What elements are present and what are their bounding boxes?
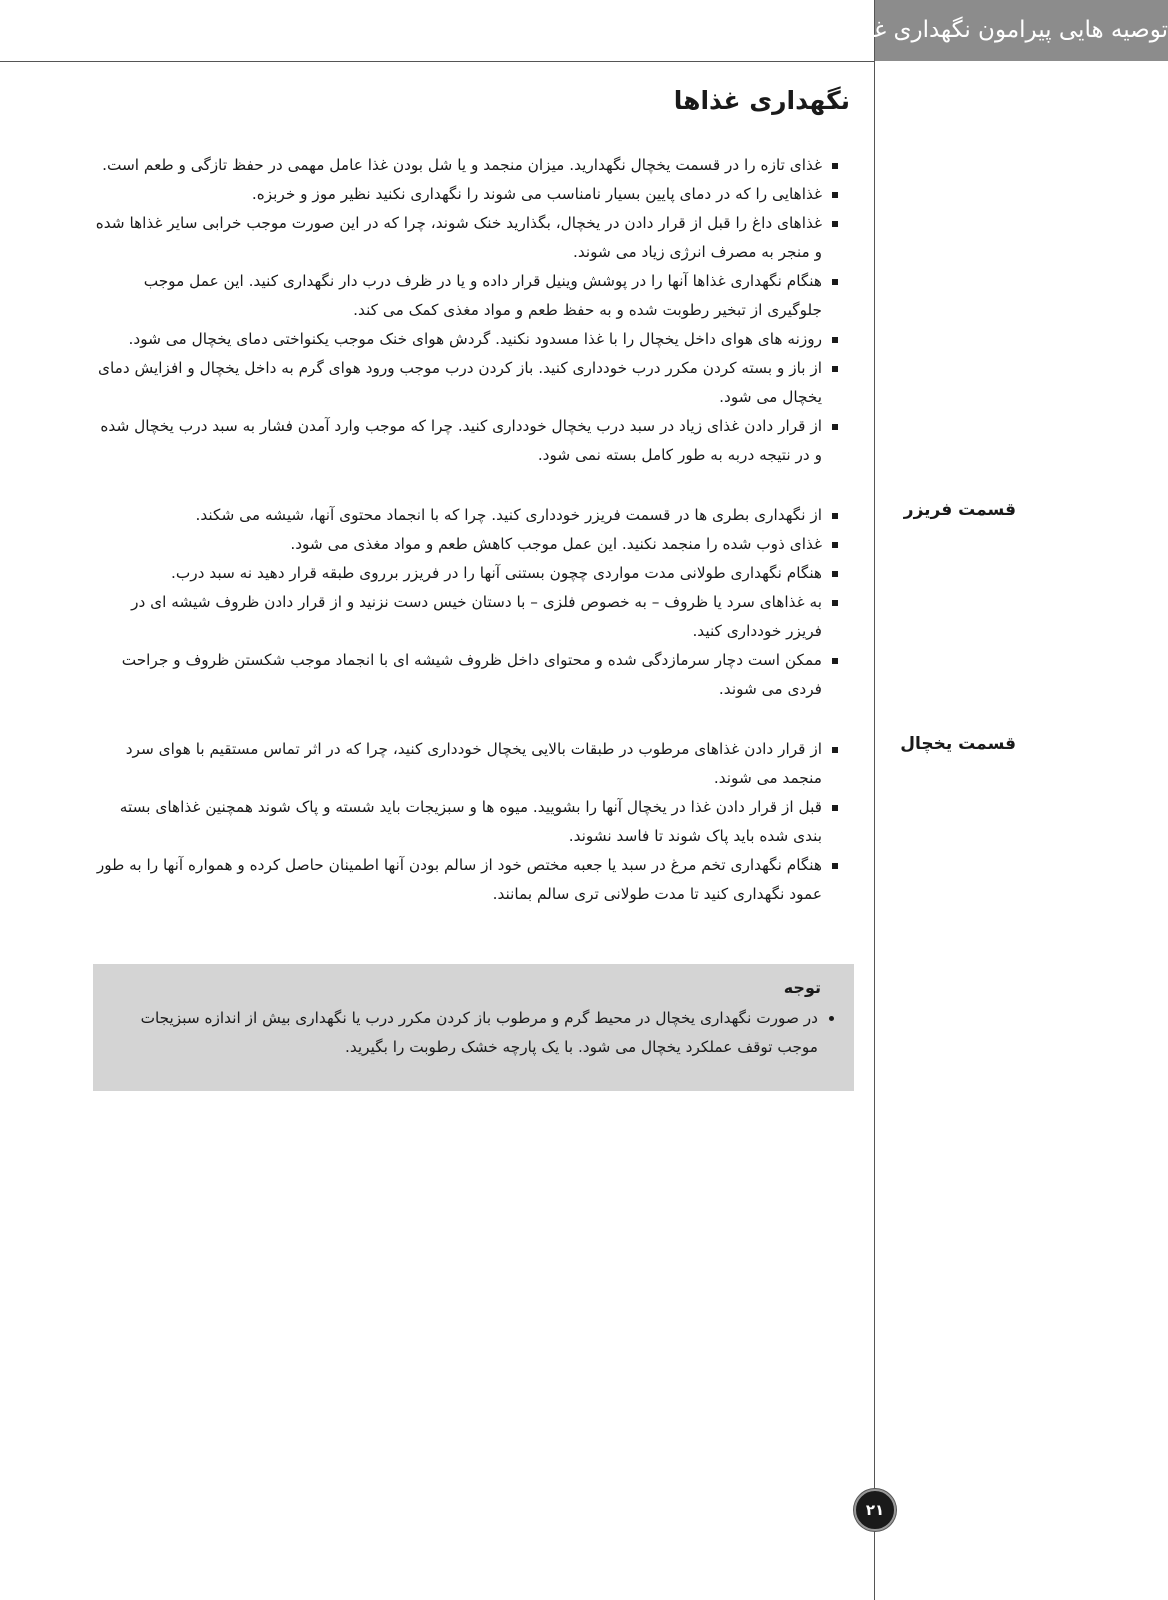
bullet-icon — [832, 747, 838, 753]
list-item: غذای تازه را در قسمت یخچال نگهدارید. میزان منجمد و یا شل بودن غذا عامل مهمی در حفظ تازگی و طعم است. — [92, 151, 838, 180]
margin-rule — [874, 0, 875, 1600]
bullet-icon — [832, 424, 838, 430]
bullet-icon — [832, 513, 838, 519]
bullet-icon — [832, 337, 838, 343]
list-item: غذای ذوب شده را منجمد نکنید. این عمل موجب کاهش طعم و مواد مغذی می شود. — [92, 530, 838, 559]
bullet-icon — [832, 366, 838, 372]
page-header: توصیه هایی پیرامون نگهداری غذا — [875, 0, 1168, 61]
list-item: از نگهداری بطری ها در قسمت فریزر خودداری کنید. چرا که با انجماد محتوی آنها، شیشه می شکند. — [92, 501, 838, 530]
bullet-icon — [832, 658, 838, 664]
note-box — [93, 964, 854, 1091]
general-list — [92, 151, 838, 470]
freezer-section — [92, 501, 838, 704]
header-rule — [0, 61, 874, 62]
list-item: غذاهایی را که در دمای پایین بسیار نامناسب می شوند را نگهداری نکنید نظیر موز و خربزه. — [92, 180, 838, 209]
note-title: توجه — [783, 978, 821, 997]
bullet-icon — [832, 542, 838, 548]
list-item: روزنه های هوای داخل یخچال را با غذا مسدود نکنید. گردش هوای خنک موجب یکنواختی دمای یخچال می شود. — [92, 325, 838, 354]
bullet-icon — [832, 192, 838, 198]
bullet-icon — [832, 221, 838, 227]
bullet-icon — [832, 571, 838, 577]
bullet-icon — [832, 163, 838, 169]
page-number-badge: ۲۱ — [854, 1489, 896, 1531]
freezer-section-label: قسمت فریزر — [903, 500, 1016, 520]
bullet-dot-icon — [829, 1016, 834, 1021]
list-item: هنگام نگهداری غذاها آنها را در پوشش وینیل قرار داده و یا در ظرف درب دار نگهداری کنید. این عمل موجب جلوگیری از تبخیر رطوبت شده و به حفظ طعم و مواد مغذی کمک می کند. — [92, 267, 838, 325]
freezer-list — [92, 501, 838, 704]
list-item: ممکن است دچار سرمازدگی شده و محتوای داخل ظروف شیشه ای با انجماد موجب شکستن ظروف و جراحت فردی می شوند. — [92, 646, 838, 704]
fridge-list — [92, 735, 838, 909]
list-item: از قرار دادن غذای زیاد در سبد درب یخچال خودداری کنید. چرا که موجب وارد آمدن فشار به سبد درب یخچال شده و در نتیجه دربه به طور کامل بسته نمی شود. — [92, 412, 838, 470]
fridge-section — [92, 735, 838, 909]
bullet-icon — [832, 279, 838, 285]
list-item: از قرار دادن غذاهای مرطوب در طبقات بالایی یخچال خودداری کنید، چرا که در اثر تماس مستقیم با هوای سرد منجمد می شوند. — [92, 735, 838, 793]
list-item: از باز و بسته کردن مکرر درب خودداری کنید. باز کردن درب موجب ورود هوای گرم به داخل یخچال و افزایش دمای یخچال می شود. — [92, 354, 838, 412]
fridge-section-label: قسمت یخچال — [900, 734, 1016, 754]
general-section — [92, 151, 838, 470]
list-item: قبل از قرار دادن غذا در یخچال آنها را بشویید. میوه ها و سبزیجات باید شسته و پاک شوند همچنین غذاهای بسته بندی شده باید پاک شوند تا فاسد نشوند. — [92, 793, 838, 851]
bullet-icon — [832, 805, 838, 811]
list-item: هنگام نگهداری تخم مرغ در سبد یا جعبه مختص خود از سالم بودن آنها اطمینان حاصل کرده و همواره آنها را به طور عمود نگهداری کنید تا مدت طولانی تری سالم بمانند. — [92, 851, 838, 909]
page-title: نگهداری غذاها — [673, 86, 850, 115]
list-item: به غذاهای سرد یا ظروف – به خصوص فلزی – با دستان خیس دست نزنید و از قرار دادن ظروف شیشه ای در فریزر خودداری کنید. — [92, 588, 838, 646]
list-item: هنگام نگهداری طولانی مدت مواردی چچون بستنی آنها را در فریزر برروی طبقه قرار دهید نه سبد درب. — [92, 559, 838, 588]
bullet-icon — [832, 600, 838, 606]
list-item: غذاهای داغ را قبل از قرار دادن در یخچال، بگذارید خنک شوند، چرا که در این صورت موجب خرابی سایر غذاها شده و منجر به مصرف انرژی زیاد می شوند. — [92, 209, 838, 267]
note-text: در صورت نگهداری یخچال در محیط گرم و مرطوب باز کردن مکرر درب یا نگهداری بیش از اندازه سبزیجات موجب توقف عملکرد یخچال می شود. با یک پارچه خشک رطوبت را بگیرید. — [115, 1004, 834, 1062]
bullet-icon — [832, 863, 838, 869]
